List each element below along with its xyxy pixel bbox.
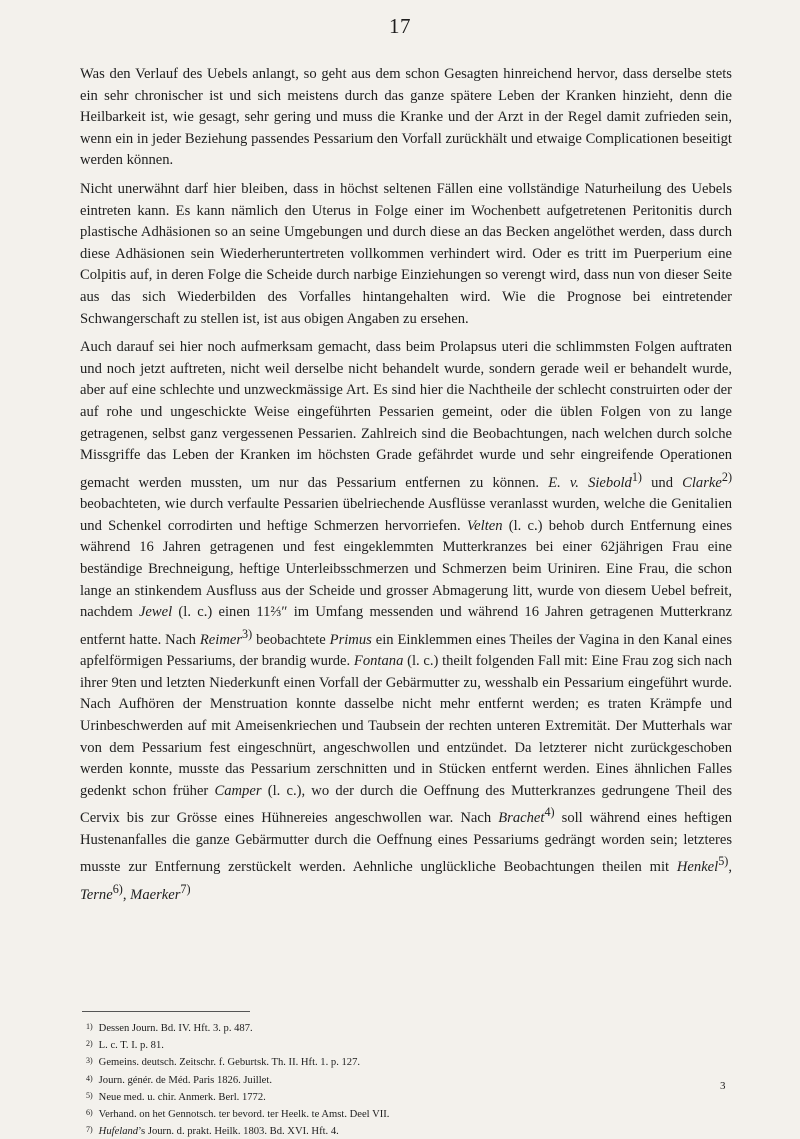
paragraph-3-text: Auch darauf sei hier noch aufmerksam gemacht, dass beim Prolapsus uteri die schlimmsten Folgen auftraten und noch jetzt auftreten, nicht weil derselbe nicht behandelt wurde, sondern gerade weil er behandelt wurde, aber auf eine schlechte und unzweckmässige Art. Es sind hier die Nachtheile der schlecht construirten oder der auf rohe und ungeschickte Weise eingeführten Pessarien gemeint, oder die üblen Folgen von zu lange getragenen, selbst ganz vergessenen Pessarien. Zahlreich sind die Beobachtungen, nach welchen durch solche Missgriffe das Leben der Kranken im höchsten Grade gefährdet wurde und sehr eingreifende Operationen gemacht werden mussten, um nur das Pessarium entfernen zu können. — [80, 339, 732, 491]
footnote-marker: 5) — [718, 854, 729, 869]
author-ref: Primus — [329, 631, 372, 648]
footnote-marker: 3) — [242, 626, 253, 641]
author-ref: E. v. Siebold — [548, 474, 632, 491]
footnote-marker: 2) — [721, 469, 733, 484]
text-span: (l. c.) einen 11⅔″ im Umfang messenden und während 16 Jahren getragenen Mutterkranz entfernt hatte. Nach — [80, 604, 732, 648]
text-span: beobachtete — [252, 631, 330, 648]
author-ref: Jewel — [138, 604, 173, 621]
text-span: , — [122, 886, 131, 903]
author-ref: Henkel — [676, 859, 719, 876]
footnote-text: Neue med. u. chir. Anmerk. Berl. 1772. — [98, 1091, 266, 1103]
author-ref: Brachet — [498, 810, 545, 827]
footnote-marker: 4) — [544, 805, 555, 820]
footnote-marker: 1) — [631, 469, 642, 484]
author-ref: Velten — [466, 517, 503, 534]
author-ref: Camper — [214, 782, 262, 799]
author-ref: Clarke — [682, 474, 722, 491]
footnote-text: Verhand. on het Gennotsch. ter bevord. ter Heelk. te Amst. Deel VII. — [98, 1109, 390, 1121]
text-span: soll während eines heftigen Hustenanfalles die ganze Gebärmutter durch die Oeffnung eines Pessariums gedrängt worden sein; letzteres musste zur Entfernung zerstückelt werden. Aehnliche unglückliche Beobachtungen theilen mit — [80, 810, 732, 876]
footnote: $^{3)}$ Gemeins. deutsch. Zeitschr. f. Geburtsk. Th. II. Hft. 1. p. 127. — [86, 1056, 361, 1069]
footnote-text: Journ. génér. de Méd. Paris 1826. Juillet. — [98, 1074, 272, 1086]
page-number: 17 — [389, 14, 411, 38]
footnote: $^{4)}$ Journ. génér. de Méd. Paris 1826. Juillet. — [86, 1073, 272, 1086]
signature-mark: 3 — [720, 1080, 726, 1092]
text-span: (l. c.) theilt folgenden Fall mit: Eine Frau zog sich nach ihrer 9ten und letzten Niederkunft einen Vorfall der Gebärmutter zu, wesshalb ein Pessarium eingeführt wurde. Nach Aufhören der Menstruation konnte dasselbe nicht mehr entfernt werden; es traten Krämpfe und Urinbeschwerden auf mit Ameisenkriechen und Taubsein der rechten unteren Extremität. Der Mutterhals war von dem Pessarium fest eingeschnürt, angeschwollen und entzündet. Da letzterer nicht zurückgeschoben werden konnte, musste das Pessarium zerschnitten und in Stücken entfernt werden. Eines ähnlichen Falles gedenkt schon früher — [80, 653, 732, 799]
author-ref: Terne — [80, 886, 113, 903]
paragraph-2: Nicht unerwähnt darf hier bleiben, dass in höchst seltenen Fällen eine vollständige Naturheilung des Uebels eintreten kann. Es kann nämlich den Uterus in Folge einer im Wochenbett aufgetretenen Peritonitis durch plastische Adhäsionen so an seine Umgebungen und durch diese an das Becken angelöthet werden, dass durch diese Adhäsionen sein Wiederheruntertreten vollkommen verhindert wird. Oder es tritt im Puerperium eine Colpitis auf, in deren Folge die Scheide durch narbige Einziehungen so verengt wird, dass nun von dieser Seite aus das sich Wiederbilden des Vorfalles hintangehalten wird. Wie die Prognose bei eintretender Schwangerschaft zu stellen ist, ist aus obigen Angaben zu ersehen. — [80, 180, 732, 327]
footnote-text: Dessen Journ. Bd. IV. Hft. 3. p. 487. — [98, 1023, 253, 1034]
author-ref: Maerker — [130, 886, 181, 903]
text-span: beobachteten, wie durch verfaulte Pessarien übelriechende Ausflüsse veranlasst wurden, welche die Genitalien und Schenkel corrodirten und heftige Schmerzen hervorriefen. — [80, 496, 732, 534]
text-span: ein Einklemmen eines Theiles der Vagina in den Kanal eines apfelförmigen Pessariums, der brandig wurde. — [80, 631, 733, 670]
text-span: (l. c.) behob durch Entfernung eines während 16 Jahren getragenen und fest eingeklemmten Mutterkranzes bei einer 62jährigen Frau eine beständige Brechneigung, heftige Unterleibsschmerzen und Schmerzen beim Uriniren. Eine Frau, die schon lange an stinkendem Ausfluss aus der Scheide und grosser Abmagerung litt, wurde von diesem Uebel befreit, nachdem — [80, 517, 733, 621]
footnote-text: L. c. T. I. p. 81. — [98, 1040, 164, 1052]
footnote: $^{2)}$ L. c. T. I. p. 81. — [86, 1039, 164, 1052]
footnote: $^{5)}$ Neue med. u. chir. Anmerk. Berl. 1772. — [86, 1090, 266, 1103]
footnote-author: Hufeland — [98, 1126, 139, 1138]
footnote-marker: 7) — [180, 881, 191, 896]
footnote-text: ’s Journ. d. prakt. Heilk. 1803. Bd. XVI. Hft. 4. — [138, 1126, 339, 1138]
text-span: (l. c.), wo der durch die Oeffnung des Mutterkranzes gedrungene Theil des Cervix bis zur Grösse eines Hühnereies angeschwollen war. Nach — [80, 782, 733, 827]
footnote: $^{6)}$ Verhand. on het Gennotsch. ter bevord. ter Heelk. te Amst. Deel VII. — [86, 1108, 390, 1121]
footnote-marker: 6) — [112, 881, 123, 896]
text-span: , — [728, 859, 732, 876]
paragraph-1: Was den Verlauf des Uebels anlangt, so geht aus dem schon Gesagten hinreichend hervor, dass derselbe stets ein sehr chronischer ist und sich meistens durch das ganze spätere Leben der Kranken hinzieht, denn die Heilbarkeit ist, wie gesagt, sehr gering und muss die Kranke und der Arzt in der Regel damit zufrieden sein, wenn ein in jeder Beziehung passendes Pessarium den Vorfall zurückhält und etwaige Complicationen beseitigt werden können. — [80, 66, 732, 169]
author-ref: Reimer — [199, 631, 243, 648]
footnote: $^{1)}$ Dessen Journ. Bd. IV. Hft. 3. p. 487. — [86, 1022, 253, 1034]
paragraph-3 — [80, 337, 732, 906]
footnote-text: Gemeins. deutsch. Zeitschr. f. Geburtsk. Th. II. Hft. 1. p. 127. — [98, 1057, 361, 1069]
footnote-divider — [82, 1011, 250, 1012]
footnotes — [86, 1019, 726, 1139]
footnote: $^{7)}$ Hufeland’s Journ. d. prakt. Heilk. 1803. Bd. XVI. Hft. 4. — [86, 1125, 339, 1138]
author-ref: Fontana — [353, 653, 404, 670]
body-text — [80, 64, 732, 913]
text-span: und — [641, 474, 683, 491]
